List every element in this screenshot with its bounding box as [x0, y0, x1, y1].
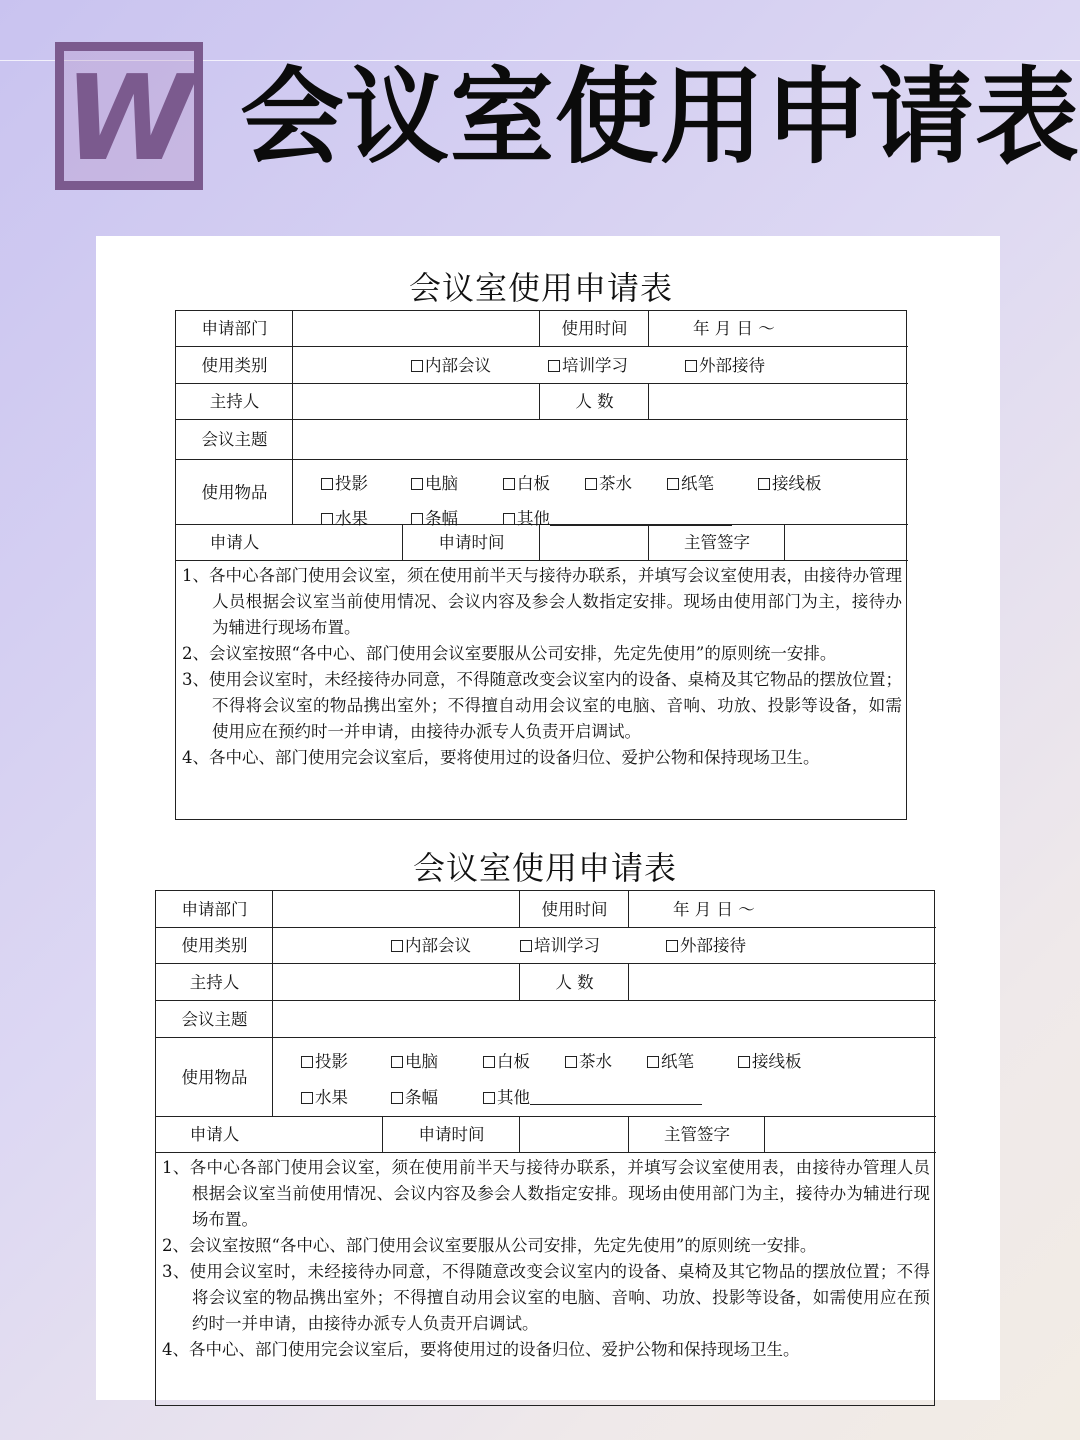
- item-checkbox[interactable]: [301, 1052, 348, 1072]
- form-table: [175, 310, 907, 820]
- applytime-label: 申请时间: [438, 533, 505, 552]
- note-item: 3、使用会议室时，未经接待办同意，不得随意改变会议室内的设备、桌椅及其它物品的摆放位置；不得将会议室的物品携出室外；不得擅自动用会议室的电脑、音响、功放、投影等设备，如需使用应在预约时一并申请，由接待办派专人负责开启调试。: [162, 1262, 930, 1333]
- item-checkbox[interactable]: [411, 509, 458, 529]
- checkbox-icon[interactable]: [503, 513, 515, 525]
- checkbox-icon[interactable]: [391, 940, 403, 952]
- table-rule: [176, 560, 908, 561]
- table-rule: [156, 963, 936, 964]
- item-checkbox[interactable]: [667, 474, 714, 494]
- table-rule: [156, 1037, 936, 1038]
- applicant-label: 申请人: [209, 533, 260, 552]
- note-item: 2、会议室按照“各中心、部门使用会议室要服从公司安排，先定先使用”的原则统一安排。: [182, 644, 837, 663]
- items-label: 使用物品: [201, 482, 268, 502]
- notes-section: [162, 1155, 930, 1363]
- item-checkbox[interactable]: [483, 1088, 702, 1108]
- table-rule: [156, 1152, 936, 1153]
- checkbox-icon[interactable]: [758, 478, 770, 490]
- host-label: 主持人: [209, 392, 260, 411]
- dept-field[interactable]: [275, 893, 518, 926]
- category-label: 使用类别: [181, 936, 248, 955]
- usetime-label: 使用时间: [561, 319, 628, 338]
- item-option-label: 白板: [497, 1052, 530, 1071]
- item-option-label: 水果: [335, 509, 368, 528]
- count-label: 人 数: [575, 392, 614, 411]
- item-option-label: 茶水: [599, 474, 632, 493]
- category-checkbox[interactable]: [411, 356, 491, 376]
- item-checkbox[interactable]: [411, 474, 458, 494]
- category-checkbox[interactable]: [666, 936, 746, 956]
- usetime-label: 使用时间: [541, 899, 608, 919]
- checkbox-icon[interactable]: [321, 478, 333, 490]
- topic-label: 会议主题: [201, 430, 268, 449]
- other-fill-line[interactable]: [530, 1090, 702, 1105]
- item-option-label: 条幅: [405, 1088, 438, 1107]
- item-option-label: 投影: [315, 1052, 348, 1071]
- applytime-label: 申请时间: [418, 1125, 485, 1144]
- checkbox-icon[interactable]: [321, 513, 333, 525]
- item-option-label: 其他: [497, 1088, 530, 1107]
- item-checkbox[interactable]: [503, 474, 550, 494]
- supervisor-label: 主管签字: [664, 1125, 730, 1144]
- item-checkbox[interactable]: [738, 1052, 802, 1072]
- checkbox-icon[interactable]: [738, 1056, 750, 1068]
- topic-label: 会议主题: [181, 1009, 248, 1029]
- category-checkbox[interactable]: [548, 356, 628, 376]
- form-title: 会议室使用申请表: [412, 849, 677, 887]
- checkbox-icon[interactable]: [391, 1092, 403, 1104]
- checkbox-icon[interactable]: [483, 1056, 495, 1068]
- table-rule: [176, 346, 908, 347]
- checkbox-icon[interactable]: [667, 478, 679, 490]
- item-option-label: 其他: [517, 509, 550, 528]
- item-option-label: 纸笔: [661, 1052, 694, 1071]
- item-option-label: 接线板: [752, 1052, 802, 1071]
- checkbox-icon[interactable]: [685, 360, 697, 372]
- category-option-label: 外部接待: [699, 355, 765, 375]
- category-checkbox[interactable]: [391, 936, 471, 956]
- item-checkbox[interactable]: [391, 1052, 438, 1072]
- note-item: 2、会议室按照“各中心、部门使用会议室要服从公司安排，先定先使用”的原则统一安排。: [162, 1236, 817, 1255]
- note-item: 4、各中心、部门使用完会议室后，要将使用过的设备归位、爱护公物和保持现场卫生。: [182, 748, 820, 767]
- note-item: 4、各中心、部门使用完会议室后，要将使用过的设备归位、爱护公物和保持现场卫生。: [162, 1340, 800, 1359]
- table-rule: [156, 927, 936, 928]
- form-table: [155, 890, 935, 1406]
- checkbox-icon[interactable]: [301, 1056, 313, 1068]
- checkbox-icon[interactable]: [565, 1056, 577, 1068]
- dept-field[interactable]: [295, 313, 538, 345]
- checkbox-icon[interactable]: [301, 1092, 313, 1104]
- item-checkbox[interactable]: [483, 1052, 530, 1072]
- category-option-label: 内部会议: [405, 936, 471, 955]
- item-option-label: 水果: [315, 1088, 348, 1107]
- item-checkbox[interactable]: [301, 1088, 348, 1108]
- word-icon: [55, 42, 203, 190]
- checkbox-icon[interactable]: [411, 360, 423, 372]
- item-checkbox[interactable]: [647, 1052, 694, 1072]
- note-item: 1、各中心各部门使用会议室，须在使用前半天与接待办联系，并填写会议室使用表，由接待办管理人员根据会议室当前使用情况、会议内容及参会人数指定安排。现场由使用部门为主，接待办为辅进行现场布置。: [162, 1158, 930, 1229]
- item-option-label: 纸笔: [681, 474, 714, 493]
- item-option-label: 接线板: [772, 474, 822, 493]
- item-option-label: 条幅: [425, 509, 458, 528]
- form-title: 会议室使用申请表: [408, 269, 673, 307]
- table-rule: [156, 1000, 936, 1001]
- checkbox-icon[interactable]: [585, 478, 597, 490]
- item-option-label: 电脑: [425, 474, 458, 493]
- note-item: 1、各中心各部门使用会议室，须在使用前半天与接待办联系，并填写会议室使用表，由接待办管理人员根据会议室当前使用情况、会议内容及参会人数指定安排。现场由使用部门为主，接待办为辅进行现场布置。: [182, 566, 902, 637]
- checkbox-icon[interactable]: [391, 1056, 403, 1068]
- count-label: 人 数: [555, 972, 594, 992]
- table-rule: [176, 459, 908, 460]
- usetime-field[interactable]: 年 月 日 ～: [673, 899, 755, 919]
- dept-label: 申请部门: [181, 899, 248, 919]
- note-item: 3、使用会议室时，未经接待办同意，不得随意改变会议室内的设备、桌椅及其它物品的摆放位置；不得将会议室的物品携出室外；不得擅自动用会议室的电脑、音响、功放、投影等设备，如需使用应在预约时一并申请，由接待办派专人负责开启调试。: [182, 670, 902, 741]
- table-rule: [176, 383, 908, 384]
- table-rule: [156, 1116, 936, 1117]
- category-checkbox[interactable]: [520, 936, 600, 956]
- checkbox-icon[interactable]: [647, 1056, 659, 1068]
- dept-label: 申请部门: [201, 319, 268, 338]
- host-label: 主持人: [189, 972, 240, 992]
- category-option-label: 培训学习: [562, 355, 628, 375]
- item-checkbox[interactable]: [321, 509, 368, 529]
- notes-section: [182, 563, 902, 771]
- category-label: 使用类别: [201, 355, 268, 375]
- item-checkbox[interactable]: [758, 474, 822, 494]
- svg-text:W: W: [64, 51, 194, 181]
- item-checkbox[interactable]: [585, 474, 632, 494]
- checkbox-icon[interactable]: [666, 940, 678, 952]
- supervisor-label: 主管签字: [684, 533, 750, 552]
- items-label: 使用物品: [181, 1067, 248, 1087]
- category-option-label: 培训学习: [534, 936, 600, 955]
- item-checkbox[interactable]: [321, 474, 368, 494]
- category-checkbox[interactable]: [685, 356, 765, 376]
- category-option-label: 内部会议: [425, 355, 491, 375]
- checkbox-icon[interactable]: [520, 940, 532, 952]
- item-checkbox[interactable]: [565, 1052, 612, 1072]
- checkbox-icon[interactable]: [548, 360, 560, 372]
- category-option-label: 外部接待: [680, 936, 746, 955]
- checkbox-icon[interactable]: [411, 478, 423, 490]
- checkbox-icon[interactable]: [503, 478, 515, 490]
- checkbox-icon[interactable]: [483, 1092, 495, 1104]
- banner-title: 会议室使用申请表: [240, 56, 1080, 178]
- usetime-field[interactable]: 年 月 日 ～: [693, 319, 775, 338]
- item-checkbox[interactable]: [391, 1088, 438, 1108]
- checkbox-icon[interactable]: [411, 513, 423, 525]
- item-option-label: 白板: [517, 474, 550, 493]
- table-rule: [176, 419, 908, 420]
- item-option-label: 茶水: [579, 1052, 612, 1071]
- applicant-label: 申请人: [189, 1125, 240, 1144]
- item-checkbox[interactable]: [503, 509, 732, 529]
- item-option-label: 投影: [335, 474, 368, 493]
- item-option-label: 电脑: [405, 1052, 438, 1071]
- other-fill-line[interactable]: [550, 511, 732, 526]
